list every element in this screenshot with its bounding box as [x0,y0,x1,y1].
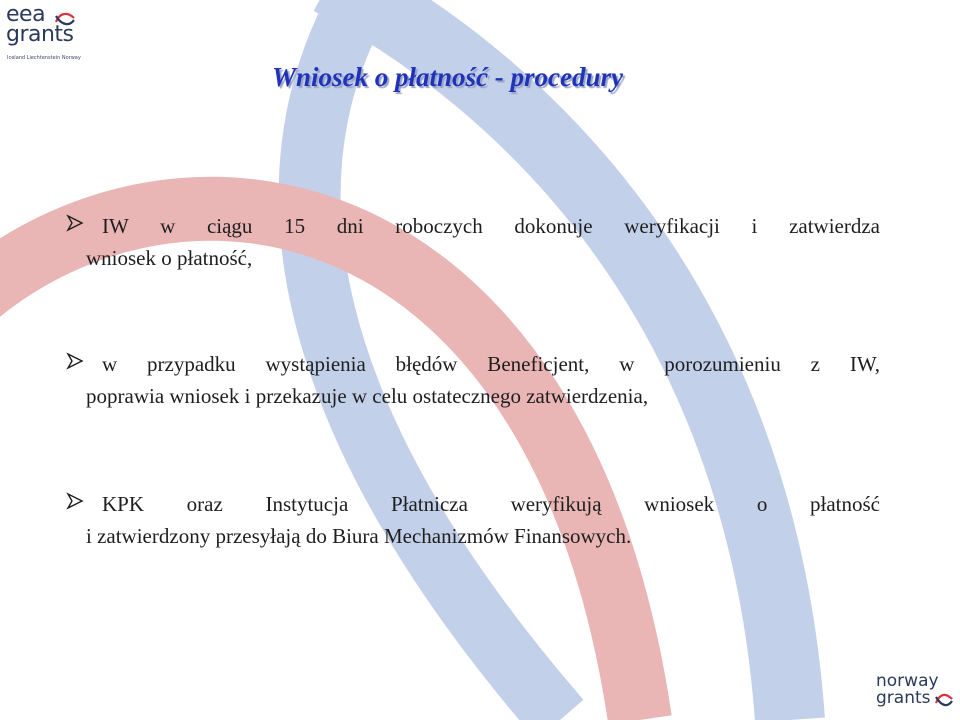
eea-grants-logo [6,4,86,64]
grants-logo-word: grants [876,688,931,708]
norway-logo-word: norway [876,671,939,691]
bullet-item [66,348,880,412]
bullet-item [66,488,880,552]
arrowhead-bullet-icon [66,492,84,510]
bullet-text-line: w przypadku wystąpienia błędów Beneficjent, w porozumieniu z IW, [102,352,880,376]
bullet-text-line: wniosek o płatność, [86,246,253,270]
bullet-text-line: poprawia wniosek i przekazuje w celu ostatecznego zatwierdzenia, [86,384,649,408]
bullet-text-line: IW w ciągu 15 dni roboczych dokonuje weryfikacji i zatwierdza [102,214,880,238]
bullet-text-line: i zatwierdzony przesyłają do Biura Mechanizmów Finansowych. [86,524,632,548]
bullet-text-line: KPK oraz Instytucja Płatnicza weryfikują wniosek o płatność [102,492,880,516]
arrowhead-bullet-icon [66,352,84,370]
norway-grants-mark-icon [934,691,954,709]
norway-grants-logo [876,672,960,720]
bullet-item [66,210,880,274]
slide-title: Wniosek o płatność - procedury [272,62,623,92]
arrowhead-bullet-icon [66,214,84,232]
eea-logo-word: eea [6,2,46,27]
eea-grants-mark-icon [54,10,76,28]
eea-countries-label: Iceland Liechtenstein Norway [7,55,81,61]
grants-logo-word: grants [6,22,74,47]
